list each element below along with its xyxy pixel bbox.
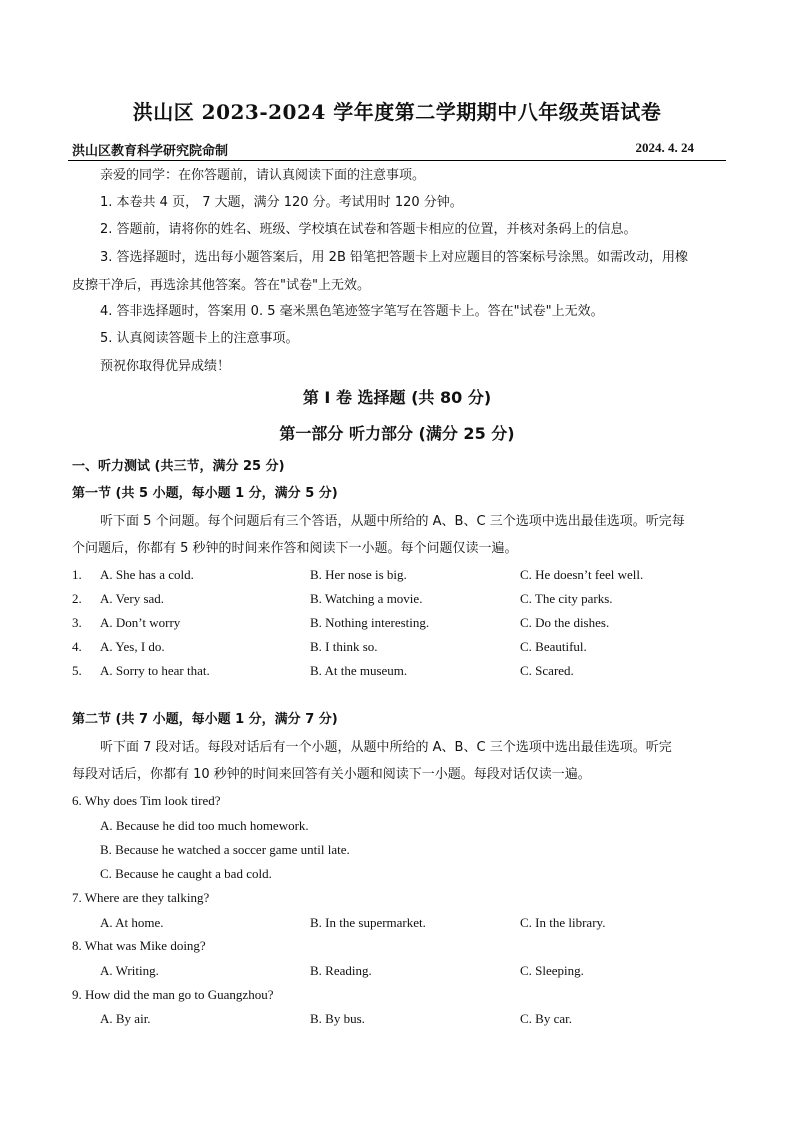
question-stem: 9. How did the man go to Guangzhou? [72,987,274,1002]
notice-item: 4. 答非选择题时，答案用 0. 5 毫米黑色笔迹签字笔写在答题卡上。答在"试卷"上无效。 [100,304,604,319]
question-number: 5. [72,663,82,678]
option-a: A. Sorry to hear that. [100,663,210,678]
notice-item: 皮擦干净后，再选涂其他答案。答在"试卷"上无效。 [72,278,370,293]
exam-title: 洪山区 2023-2024 学年度第二学期期中八年级英语试卷 [132,100,662,124]
option-c: C. The city parks. [520,591,613,606]
question-stem: 8. What was Mike doing? [72,938,206,953]
option-a: A. Writing. [100,963,159,978]
exam-date: 2024. 4. 24 [635,140,694,155]
notice-item: 5. 认真阅读答题卡上的注意事项。 [100,331,299,346]
option-c: C. He doesn’t feel well. [520,567,644,582]
question-number: 4. [72,639,82,654]
option-b: B. Nothing interesting. [310,615,430,630]
header-divider [68,160,726,161]
option-a: A. Very sad. [100,591,165,606]
question-stem: 7. Where are they talking? [72,890,210,905]
notice-greeting: 亲爱的同学：在你答题前，请认真阅读下面的注意事项。 [100,168,426,183]
question-number: 1. [72,567,82,582]
volume-title: 第 I 卷 选择题 (共 80 分) [302,388,492,407]
option-a: A. She has a cold. [100,567,194,582]
option-b: B. Reading. [310,963,372,978]
notice-item: 3. 答选择题时，选出每小题答案后，用 2B 铅笔把答题卡上对应题目的答案标号涂黑。如需改动，用橡 [100,250,688,265]
option-c: C. Beautiful. [520,639,587,654]
option-b: B. In the supermarket. [310,915,426,930]
question-number: 3. [72,615,82,630]
instruction-line: 听下面 5 个问题。每个问题后有三个答语，从题中所给的 A、B、C 三个选项中选出最佳选项。听完每 [100,514,685,529]
notice-item: 2. 答题前，请将你的姓名、班级、学校填在试卷和答题卡相应的位置，并核对条码上的信息。 [100,222,637,237]
notice-item: 1. 本卷共 4 页， 7 大题，满分 120 分。考试用时 120 分钟。 [100,195,463,210]
instruction-line: 每段对话后，你都有 10 秒钟的时间来回答有关小题和阅读下一小题。每段对话仅读一遍。 [72,767,591,782]
question-number: 2. [72,591,82,606]
option-a: A. Yes, I do. [100,639,165,654]
instruction-line: 个问题后，你都有 5 秒钟的时间来作答和阅读下一小题。每个问题仅读一遍。 [72,541,518,556]
option-b: B. By bus. [310,1011,365,1026]
option-b: B. Watching a movie. [310,591,423,606]
option-c: C. In the library. [520,915,606,930]
option-b: B. At the museum. [310,663,408,678]
option-a: A. Don’t worry [100,615,181,630]
question-stem: 6. Why does Tim look tired? [72,793,221,808]
option-c: C. Because he caught a bad cold. [100,866,272,881]
option-a: A. By air. [100,1011,151,1026]
option-c: C. Sleeping. [520,963,584,978]
notice-item: 预祝你取得优异成绩！ [100,359,231,374]
instruction-line: 听下面 7 段对话。每段对话后有一个小题，从题中所给的 A、B、C 三个选项中选出最佳选项。听完 [100,740,672,755]
option-b: B. I think so. [310,639,378,654]
issuer-label: 洪山区教育科学研究院命制 [72,144,229,159]
part-title: 第一部分 听力部分 (满分 25 分) [279,424,515,443]
option-b: B. Because he watched a soccer game until late. [100,842,350,857]
option-b: B. Her nose is big. [310,567,407,582]
subsection-heading: 第二节 (共 7 小题，每小题 1 分，满分 7 分) [72,712,338,727]
option-a: A. At home. [100,915,164,930]
option-c: C. Do the dishes. [520,615,610,630]
section-heading: 一、听力测试 (共三节，满分 25 分) [72,459,285,474]
option-a: A. Because he did too much homework. [100,818,309,833]
option-c: C. Scared. [520,663,574,678]
option-c: C. By car. [520,1011,572,1026]
subsection-heading: 第一节 (共 5 小题，每小题 1 分，满分 5 分) [72,486,338,501]
exam-subheader [72,140,694,159]
